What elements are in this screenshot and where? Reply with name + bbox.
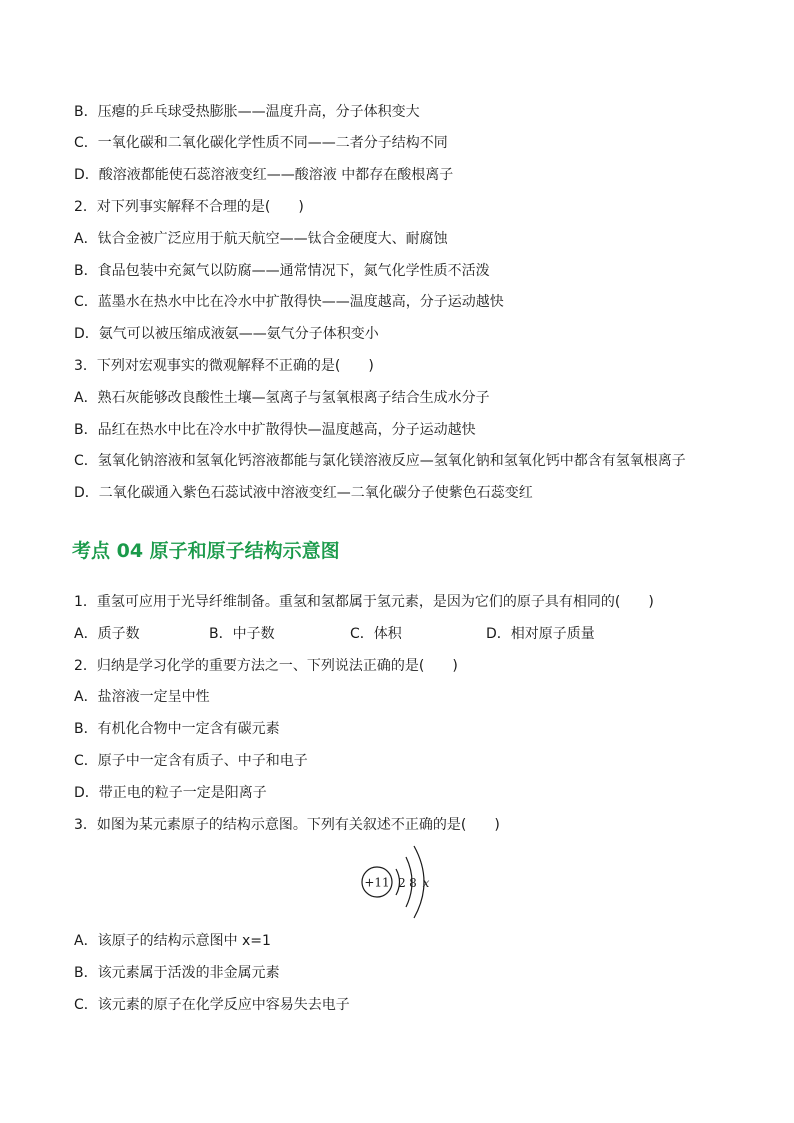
option-line: D．酸溶液都能使石蕊溶液变红——酸溶液 中都存在酸根离子 [74, 167, 454, 183]
shell-count: x [422, 876, 430, 890]
option-line: B．压瘪的乒乓球受热膨胀——温度升高，分子体积变大 [74, 104, 420, 120]
option-line: B．食品包装中充氮气以防腐——通常情况下，氮气化学性质不活泼 [74, 263, 490, 279]
option-line: B．该元素属于活泼的非金属元素 [74, 965, 280, 981]
option-line: A．熟石灰能够改良酸性土壤—氢离子与氢氧根离子结合生成水分子 [74, 390, 490, 406]
option-line: D．带正电的粒子一定是阳离子 [74, 785, 267, 801]
option-line: C．原子中一定含有质子、中子和电子 [74, 753, 308, 769]
question-line: 3．如图为某元素原子的结构示意图。下列有关叙述不正确的是( ) [74, 817, 500, 833]
option-line: A．钛合金被广泛应用于航天航空——钛合金硬度大、耐腐蚀 [74, 231, 448, 247]
option-line: D．氨气可以被压缩成液氨——氨气分子体积变小 [74, 326, 379, 342]
option-line: A．盐溶液一定呈中性 [74, 689, 210, 705]
question-line: 1．重氢可应用于光导纤维制备。重氢和氢都属于氢元素，是因为它们的原子具有相同的( ) [74, 594, 654, 610]
option-line: C．一氧化碳和二氧化碳化学性质不同——二者分子结构不同 [74, 135, 448, 151]
option-c: C．体积 [350, 626, 402, 642]
question-line: 3．下列对宏观事实的微观解释不正确的是( ) [74, 358, 374, 374]
option-line: D．二氧化碳通入紫色石蕊试液中溶液变红—二氧化碳分子使紫色石蕊变红 [74, 485, 533, 501]
shell-count: 2 [398, 876, 406, 890]
option-line: B．有机化合物中一定含有碳元素 [74, 721, 280, 737]
section-heading: 考点 04 原子和原子结构示意图 [72, 540, 340, 562]
option-line: C．该元素的原子在化学反应中容易失去电子 [74, 997, 350, 1013]
nucleus-label: +11 [364, 875, 390, 890]
option-line: A．该原子的结构示意图中 x=1 [74, 933, 271, 949]
option-d: D．相对原子质量 [486, 626, 595, 642]
option-line: B．品红在热水中比在冷水中扩散得快—温度越高，分子运动越快 [74, 422, 476, 438]
question-line: 2．归纳是学习化学的重要方法之一、下列说法正确的是( ) [74, 658, 458, 674]
shell-count: 8 [409, 876, 417, 890]
option-line: C．蓝墨水在热水中比在冷水中扩散得快——温度越高，分子运动越快 [74, 294, 504, 310]
option-a: A．质子数 [74, 626, 140, 642]
option-b: B．中子数 [209, 626, 275, 642]
question-line: 2．对下列事实解释不合理的是( ) [74, 199, 304, 215]
option-line: C．氢氧化钠溶液和氢氧化钙溶液都能与氯化镁溶液反应—氢氧化钠和氢氧化钙中都含有氢氧根离子 [74, 453, 686, 469]
atom-structure-diagram [356, 842, 446, 922]
